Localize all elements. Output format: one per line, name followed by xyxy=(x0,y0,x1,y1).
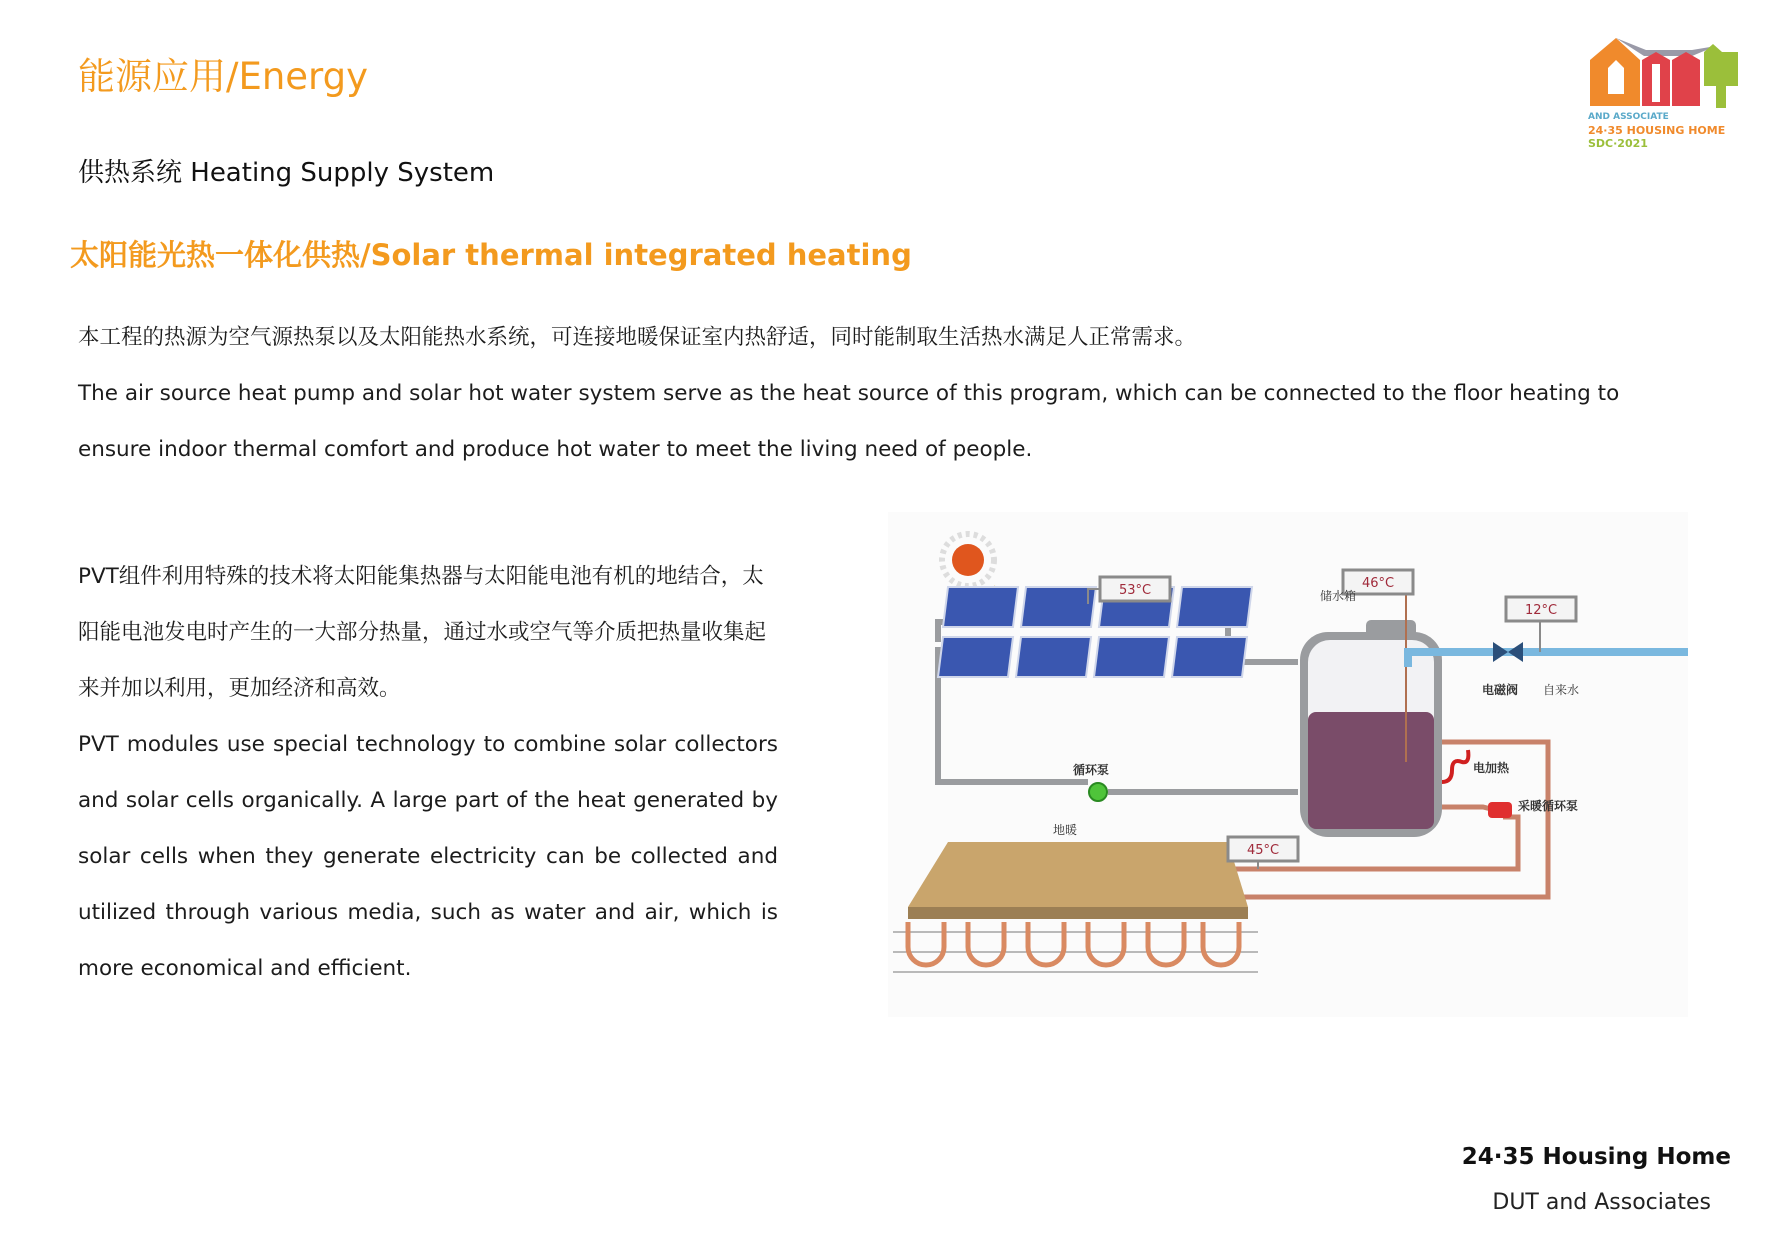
intro-en: The air source heat pump and solar hot water system serve as the heat source of this program, which can be connected to the floor heating to ensure indoor thermal comfort and produce hot water to meet the living need of people. xyxy=(78,381,1620,462)
floor-temp: 45°C xyxy=(1246,843,1280,858)
circulation-pump-icon xyxy=(1089,783,1107,801)
heater-label: 电加热 xyxy=(1473,761,1510,775)
intro-paragraph xyxy=(78,310,1698,478)
tank-label: 储水箱 xyxy=(1320,589,1357,603)
pvt-en: PVT modules use special technology to combine solar collectors and solar cells organically. A large part of the heat generated by solar cells when they generate electricity can be collected and utilized through various media, such as water and air, which is more economical and efficient. xyxy=(78,732,778,981)
logo-houses-icon xyxy=(1586,36,1746,108)
pvt-paragraph xyxy=(78,549,778,997)
tap-label: 自来水 xyxy=(1543,683,1580,697)
intro-cn: 本工程的热源为空气源热泵以及太阳能热水系统，可连接地暖保证室内热舒适，同时能制取生活热水满足人正常需求。 xyxy=(78,325,1197,350)
logo-text-line1: AND ASSOCIATE xyxy=(1588,112,1669,122)
tap-temp: 12°C xyxy=(1524,603,1558,618)
logo-text-line3: SDC·2021 xyxy=(1588,137,1648,150)
pump-label: 循环泵 xyxy=(1073,763,1110,777)
section-heading: 太阳能光热一体化供热/Solar thermal integrated heating xyxy=(70,238,912,272)
logo-text-line2: 24·35 HOUSING HOME xyxy=(1588,124,1726,137)
heating-system-diagram xyxy=(888,512,1688,1017)
section-subtitle: 供热系统 Heating Supply System xyxy=(78,158,495,188)
pvt-cn: PVT组件利用特殊的技术将太阳能集热器与太阳能电池有机的地结合，太阳能电池发电时产生的一大部分热量，通过水或空气等介质把热量收集起来并加以利用，更加经济和高效。 xyxy=(78,564,767,701)
heating-pump-icon xyxy=(1488,802,1512,818)
footer-team: DUT and Associates xyxy=(1492,1190,1711,1215)
floor-heating xyxy=(893,842,1258,972)
floor-label: 地暖 xyxy=(1053,823,1078,837)
valve-label: 电磁阀 xyxy=(1482,683,1519,697)
tank-temp: 46°C xyxy=(1361,576,1395,591)
page-title: 能源应用/Energy xyxy=(78,55,369,98)
heating-pump-label: 采暖循环泵 xyxy=(1518,799,1579,813)
collector-temp: 53°C xyxy=(1118,583,1152,598)
footer-project: 24·35 Housing Home xyxy=(1461,1144,1731,1170)
logo xyxy=(1586,36,1746,156)
